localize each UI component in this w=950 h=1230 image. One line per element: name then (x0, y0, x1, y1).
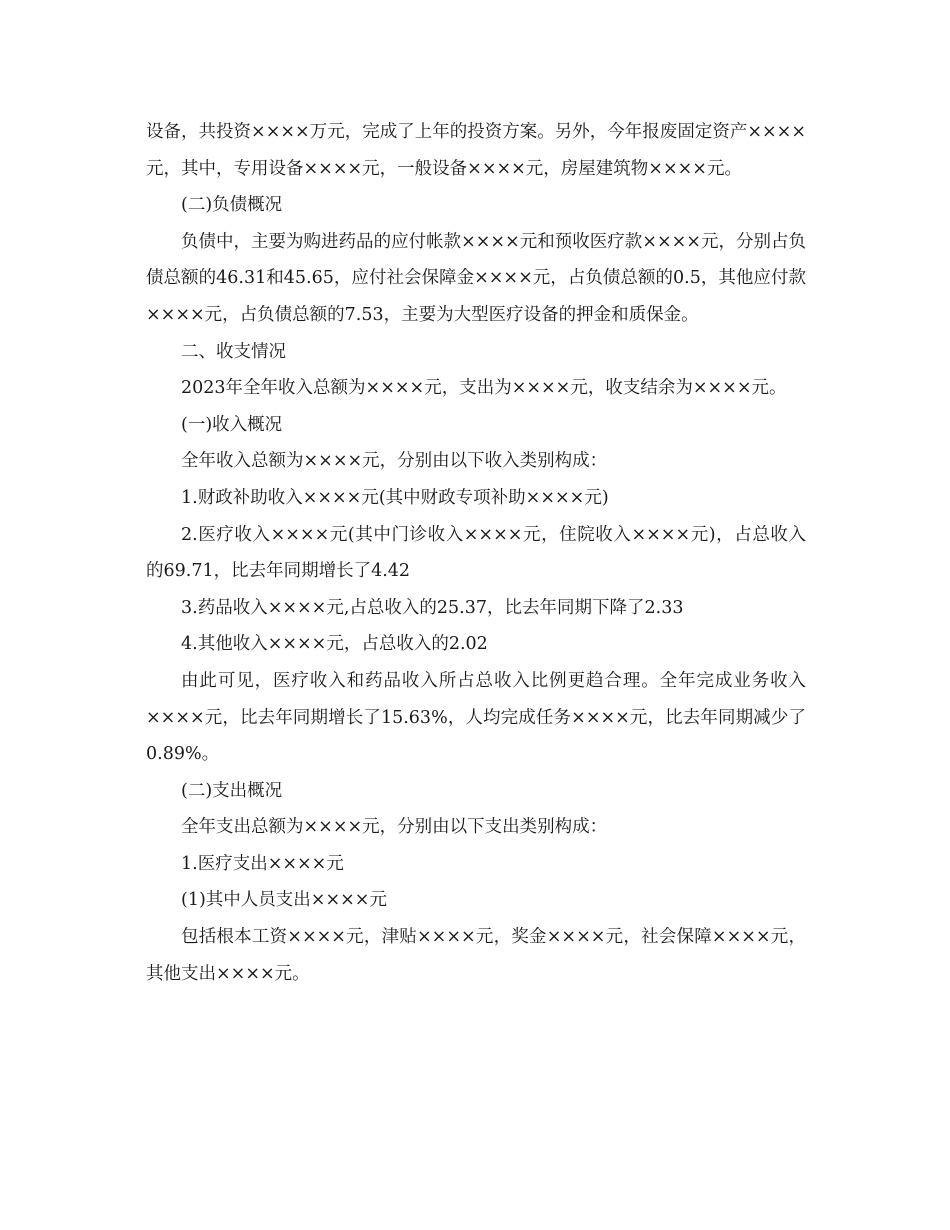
paragraph-income-composition: 全年收入总额为××××元，分别由以下收入类别构成： (181, 451, 608, 472)
paragraph-equipment-investment: 设备，共投资××××万元，完成了上年的投资方案。另外，今年报废固定资产××××元，其中，专用设备××××元，一般设备××××元，房屋建筑物××××元。 (146, 122, 806, 179)
paragraph-annual-totals: 2023年全年收入总额为××××元，支出为××××元，收支结余为××××元。 (181, 378, 787, 399)
heading-expenditure-overview: (二)支出概况 (181, 780, 283, 801)
document-body (146, 114, 806, 992)
heading-income-expenditure: 二、收支情况 (181, 341, 286, 362)
list-item-medical-expenditure: 1.医疗支出××××元 (181, 853, 344, 874)
list-item-fiscal-subsidy: 1.财政补助收入××××元(其中财政专项补助××××元) (181, 487, 609, 508)
list-item-personnel-expenditure: (1)其中人员支出××××元 (181, 890, 387, 911)
list-item-drug-income: 3.药品收入××××元,占总收入的25.37，比去年同期下降了2.33 (181, 597, 684, 618)
list-item-medical-income: 2.医疗收入××××元(其中门诊收入××××元，住院收入××××元)，占总收入的69.71，比去年同期增长了4.42 (146, 524, 806, 582)
paragraph-expenditure-composition: 全年支出总额为××××元，分别由以下支出类别构成： (181, 817, 608, 838)
heading-liabilities-overview: (二)负债概况 (181, 195, 283, 216)
heading-income-overview: (一)收入概况 (181, 414, 283, 435)
list-item-other-income: 4.其他收入××××元，占总收入的2.02 (181, 634, 488, 655)
paragraph-liabilities: 负债中，主要为购进药品的应付帐款××××元和预收医疗款××××元，分别占负债总额的46.31和45.65，应付社会保障金××××元，占负债总额的0.5，其他应付款××××元，占负债总额的7.53，主要为大型医疗设备的押金和质保金。 (146, 231, 806, 325)
paragraph-personnel-breakdown: 包括根本工资××××元，津贴××××元，奖金××××元，社会保障××××元，其他支出××××元。 (146, 927, 806, 984)
paragraph-income-analysis: 由此可见，医疗收入和药品收入所占总收入比例更趋合理。全年完成业务收入××××元，比去年同期增长了15.63%，人均完成任务××××元，比去年同期减少了0.89%。 (146, 670, 806, 765)
